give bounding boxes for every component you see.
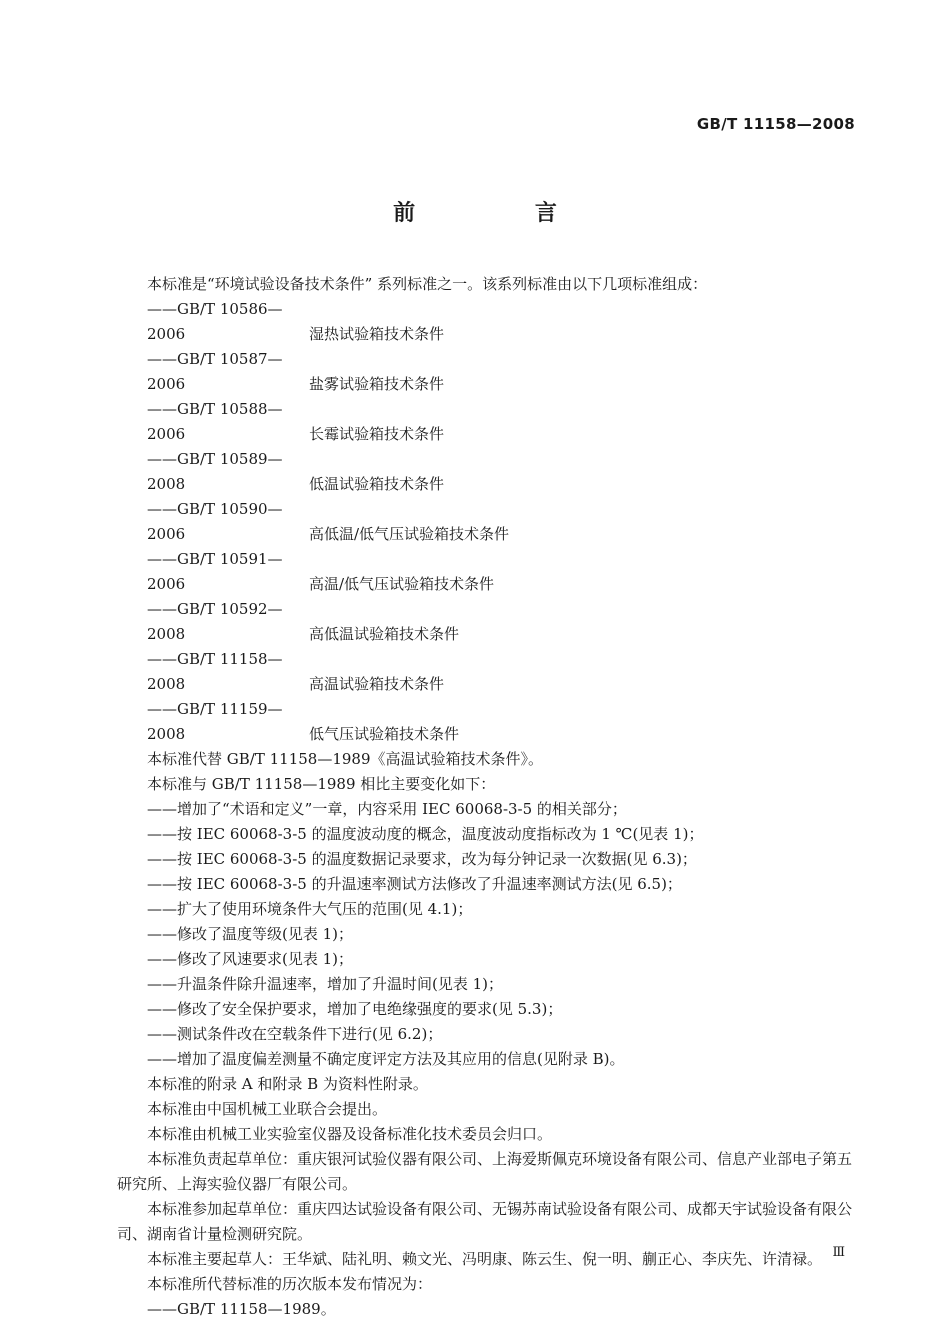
drafting-lead-paragraph: 本标准负责起草单位：重庆银河试验仪器有限公司、上海爱斯佩克环境设备有限公司、信息产业部电子第五研究所、上海实验仪器厂有限公司。 xyxy=(117,1150,853,1193)
series-code: ——GB/T 10592—2008 xyxy=(147,600,283,643)
page-number: Ⅲ xyxy=(832,1245,845,1260)
change-item: ——按 IEC 60068-3-5 的温度数据记录要求，改为每分钟记录一次数据(见 6.3)； xyxy=(147,850,697,868)
series-name: 高低温/低气压试验箱技术条件 xyxy=(309,525,510,543)
replaces-paragraph: 本标准代替 GB/T 11158—1989《高温试验箱技术条件》。 xyxy=(147,750,543,768)
series-item xyxy=(117,597,857,647)
centralized-paragraph: 本标准由机械工业实验室仪器及设备标准化技术委员会归口。 xyxy=(147,1125,553,1143)
change-item: ——按 IEC 60068-3-5 的升温速率测试方法修改了升温速率测试方法(见 6.5)； xyxy=(147,875,682,893)
drafters-paragraph: 本标准主要起草人：王华斌、陆礼明、赖文光、冯明康、陈云生、倪一明、蒯正心、李庆先、许清禄。 xyxy=(147,1250,823,1268)
change-item: ——修改了安全保护要求，增加了电绝缘强度的要求(见 5.3)； xyxy=(147,1000,563,1018)
series-name: 高低温试验箱技术条件 xyxy=(309,625,460,643)
series-list xyxy=(117,297,857,747)
page-title: 前 言 xyxy=(393,201,613,226)
change-item: ——增加了温度偏差测量不确定度评定方法及其应用的信息(见附录 B)。 xyxy=(147,1050,625,1068)
changes-list xyxy=(117,797,857,1072)
series-item xyxy=(117,547,857,597)
change-item: ——修改了温度等级(见表 1)； xyxy=(147,925,354,943)
series-name: 低气压试验箱技术条件 xyxy=(309,725,460,743)
series-item xyxy=(117,697,857,747)
doc-code: GB/T 11158—2008 xyxy=(696,115,855,133)
series-item xyxy=(117,347,857,397)
series-item xyxy=(117,497,857,547)
series-name: 低温试验箱技术条件 xyxy=(309,475,445,493)
series-code: ——GB/T 11159—2008 xyxy=(147,700,283,743)
series-item xyxy=(117,647,857,697)
drafting-participants-paragraph: 本标准参加起草单位：重庆四达试验设备有限公司、无锡苏南试验设备有限公司、成都天宇试验设备有限公司、湖南省计量检测研究院。 xyxy=(117,1200,853,1243)
series-name: 高温/低气压试验箱技术条件 xyxy=(309,575,495,593)
series-name: 湿热试验箱技术条件 xyxy=(309,325,445,343)
series-code: ——GB/T 10589—2008 xyxy=(147,450,283,493)
history-item: ——GB/T 11158—1989。 xyxy=(147,1300,336,1318)
series-code: ——GB/T 10591—2006 xyxy=(147,550,283,593)
change-item: ——增加了“术语和定义”一章，内容采用 IEC 60068-3-5 的相关部分； xyxy=(147,800,627,818)
foreword-body xyxy=(117,272,857,1322)
series-code: ——GB/T 10590—2006 xyxy=(147,500,283,543)
intro-paragraph: 本标准是“环境试验设备技术条件” 系列标准之一。该系列标准由以下几项标准组成： xyxy=(147,275,708,293)
annex-paragraph: 本标准的附录 A 和附录 B 为资料性附录。 xyxy=(147,1075,428,1093)
series-code: ——GB/T 10587—2006 xyxy=(147,350,283,393)
changes-intro: 本标准与 GB/T 11158—1989 相比主要变化如下： xyxy=(147,775,496,793)
series-item xyxy=(117,397,857,447)
change-item: ——升温条件除升温速率，增加了升温时间(见表 1)； xyxy=(147,975,504,993)
series-name: 高温试验箱技术条件 xyxy=(309,675,445,693)
series-name: 长霉试验箱技术条件 xyxy=(309,425,445,443)
change-item: ——测试条件改在空载条件下进行(见 6.2)； xyxy=(147,1025,443,1043)
change-item: ——修改了风速要求(见表 1)； xyxy=(147,950,354,968)
series-code: ——GB/T 10586—2006 xyxy=(147,300,283,343)
series-item xyxy=(117,297,857,347)
series-code: ——GB/T 10588—2006 xyxy=(147,400,283,443)
change-item: ——按 IEC 60068-3-5 的温度波动度的概念，温度波动度指标改为 1 ℃(见表 1)； xyxy=(147,825,704,843)
series-name: 盐雾试验箱技术条件 xyxy=(309,375,445,393)
series-code: ——GB/T 11158—2008 xyxy=(147,650,283,693)
series-item xyxy=(117,447,857,497)
history-intro: 本标准所代替标准的历次版本发布情况为： xyxy=(147,1275,433,1293)
proposed-paragraph: 本标准由中国机械工业联合会提出。 xyxy=(147,1100,388,1118)
change-item: ——扩大了使用环境条件大气压的范围(见 4.1)； xyxy=(147,900,473,918)
